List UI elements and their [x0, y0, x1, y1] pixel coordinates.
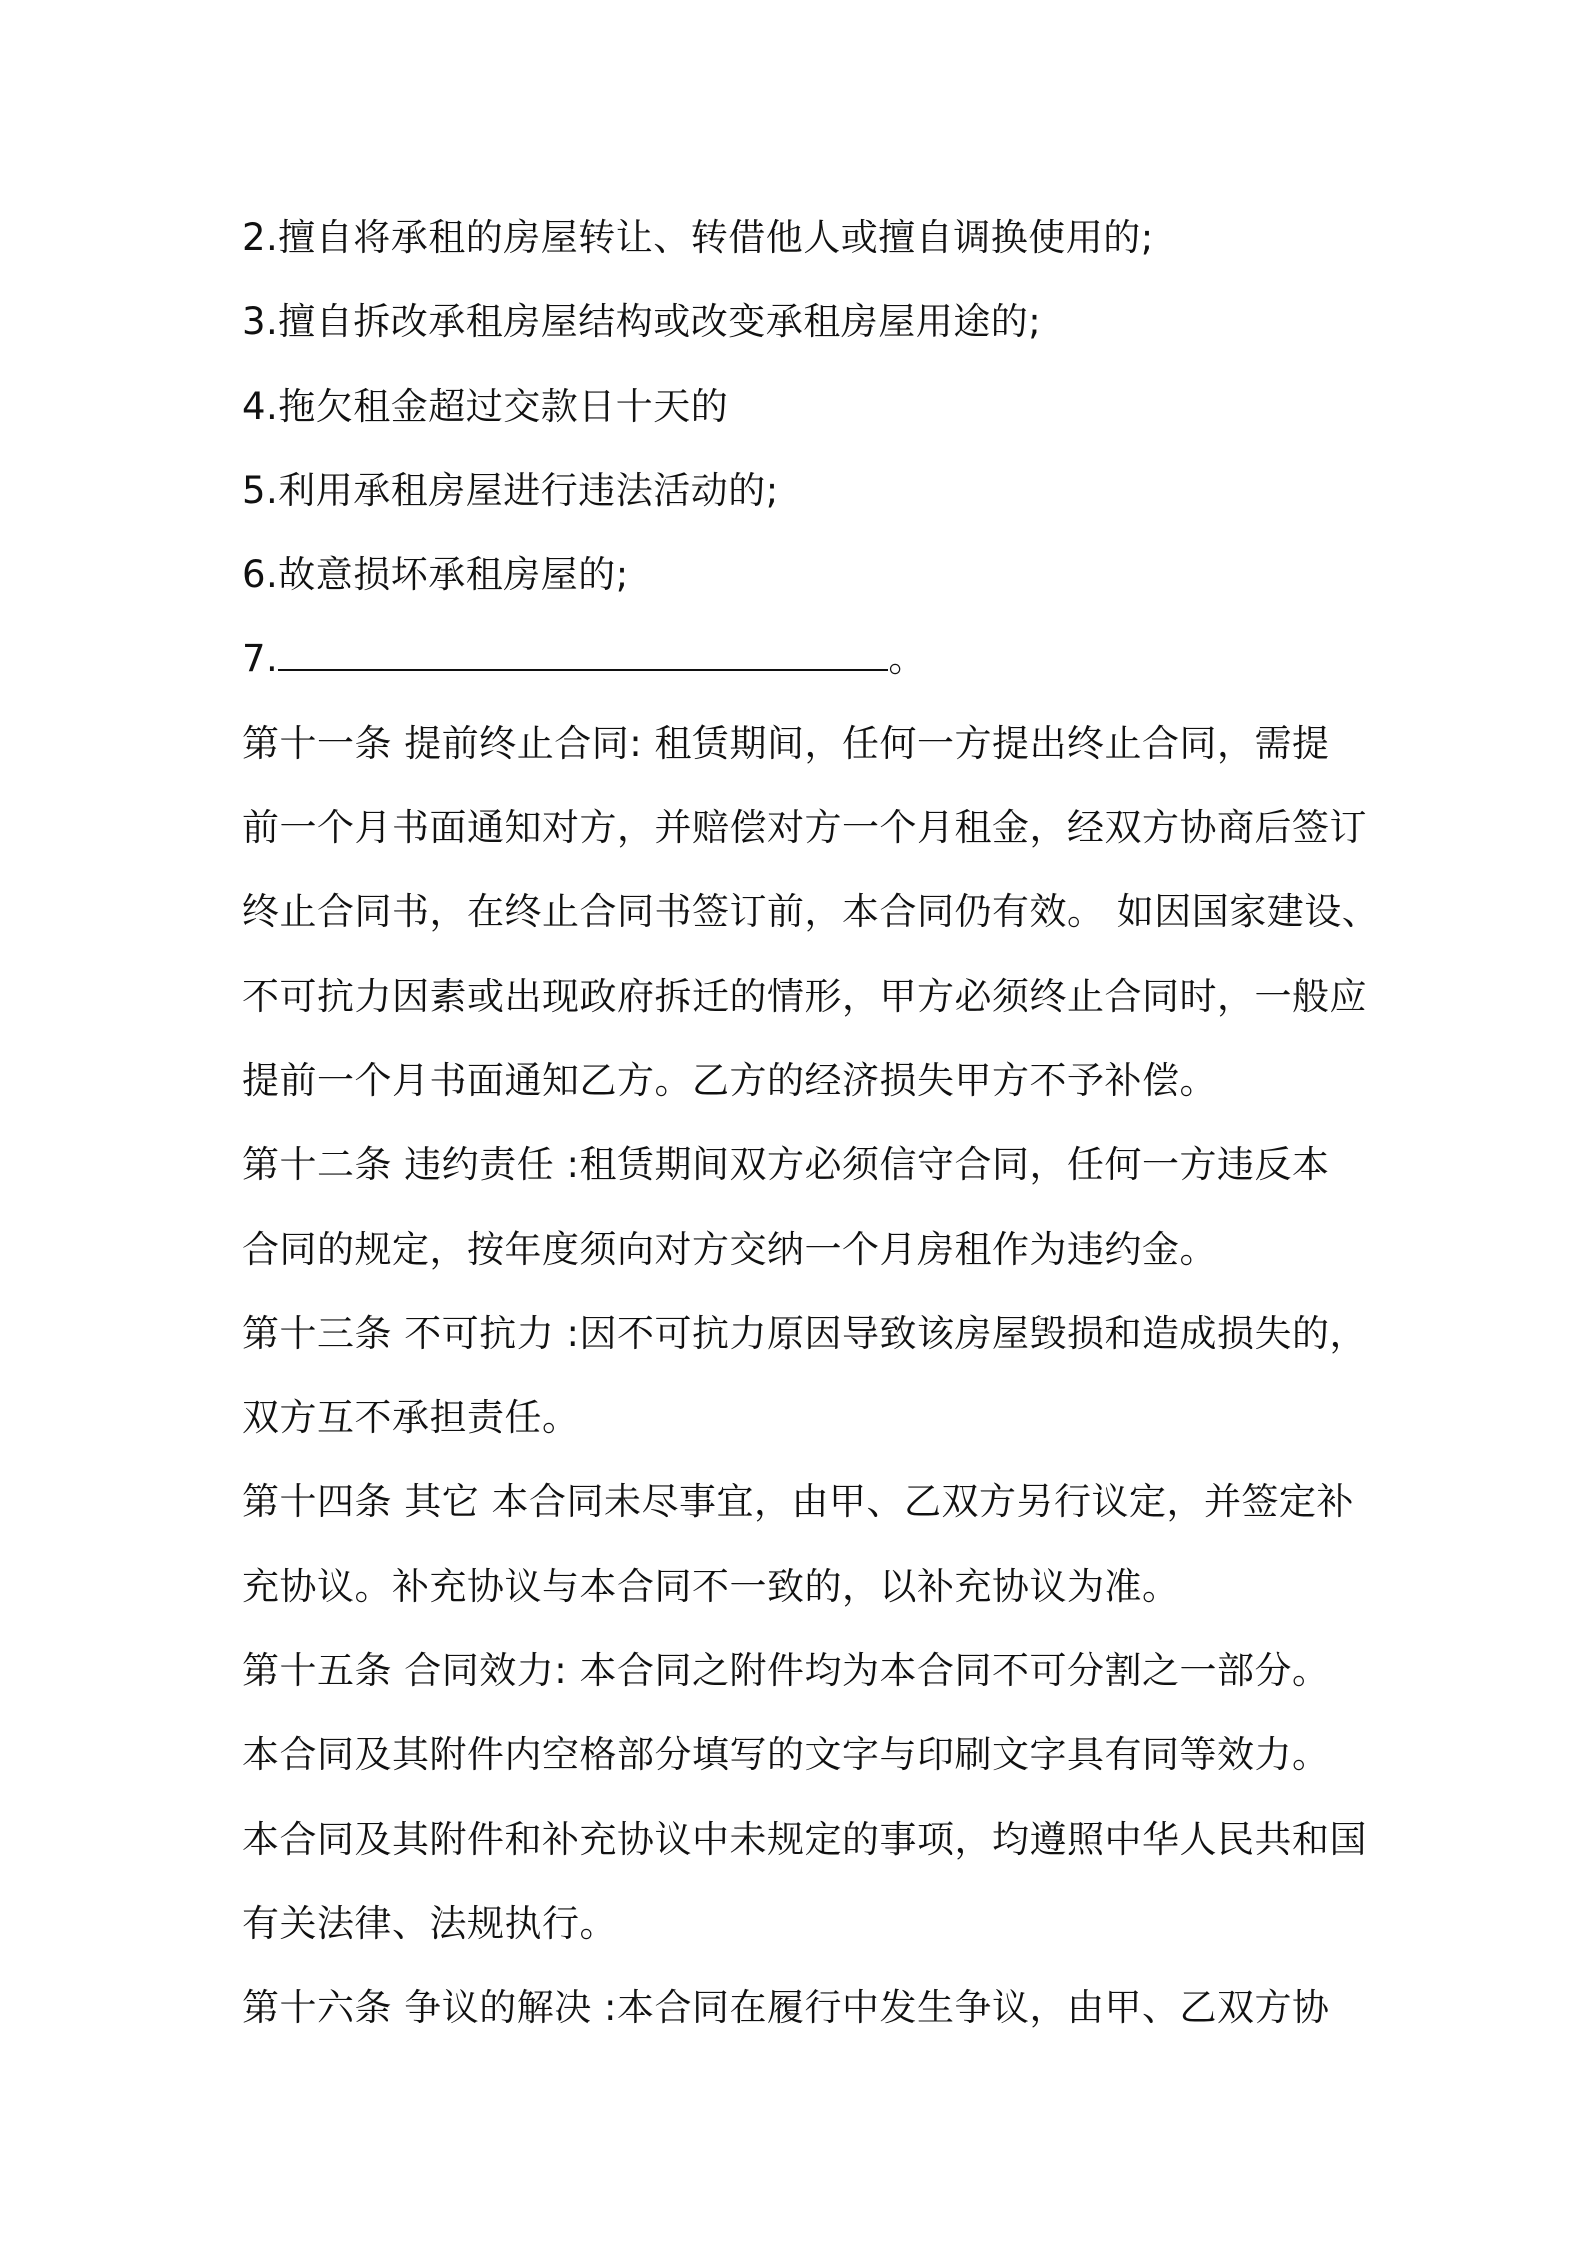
article-11-line-3: 终止合同书，在终止合同书签订前，本合同仍有效。 如因国家建设、: [242, 890, 1380, 934]
article-15-line-2: 本合同及其附件内空格部分填写的文字与印刷文字具有同等效力。: [242, 1733, 1330, 1777]
article-12-line-2: 合同的规定，按年度须向对方交纳一个月房租作为违约金。: [242, 1227, 1217, 1271]
article-13-line-2: 双方互不承担责任。: [242, 1396, 580, 1440]
article-16-line-1: 第十六条 争议的解决 :本合同在履行中发生争议，由甲、乙双方协: [242, 1986, 1330, 2030]
article-11-line-2: 前一个月书面通知对方，并赔偿对方一个月租金，经双方协商后签订: [242, 806, 1367, 850]
clause-line-3: 4.拖欠租金超过交款日十天的: [242, 384, 729, 428]
clause-line-blank-item: [242, 617, 1362, 701]
article-15-line-4: 有关法律、法规执行。: [242, 1901, 617, 1945]
article-11-line-1: 第十一条 提前终止合同: 租赁期间，任何一方提出终止合同，需提: [242, 721, 1330, 765]
article-13-line-1: 第十三条 不可抗力 :因不可抗力原因导致该房屋毁损和造成损失的，: [242, 1311, 1367, 1355]
article-15-line-3: 本合同及其附件和补充协议中未规定的事项，均遵照中华人民共和国: [242, 1817, 1367, 1861]
contract-text: [242, 196, 1380, 2051]
blank-item-prefix: 7.: [242, 637, 279, 681]
article-12-line-1: 第十二条 违约责任 :租赁期间双方必须信守合同，任何一方违反本: [242, 1143, 1330, 1187]
clause-line-5: 6.故意损坏承租房屋的;: [242, 553, 629, 597]
article-14-line-1: 第十四条 其它 本合同未尽事宜，由甲、乙双方另行议定，并签定补: [242, 1480, 1355, 1524]
blank-item-suffix: 。: [888, 637, 926, 681]
fill-in-blank: [278, 635, 888, 671]
clause-line-1: 2.擅自将承租的房屋转让、转借他人或擅自调换使用的;: [242, 216, 1154, 259]
article-15-line-1: 第十五条 合同效力: 本合同之附件均为本合同不可分割之一部分。: [242, 1649, 1330, 1693]
article-11-line-5: 提前一个月书面通知乙方。乙方的经济损失甲方不予补偿。: [242, 1058, 1217, 1102]
article-14-line-2: 充协议。补充协议与本合同不一致的，以补充协议为准。: [242, 1564, 1180, 1608]
article-11-line-4: 不可抗力因素或出现政府拆迁的情形，甲方必须终止合同时，一般应: [242, 974, 1367, 1018]
clause-line-2: 3.擅自拆改承租房屋结构或改变承租房屋用途的;: [242, 300, 1042, 344]
clause-line-4: 5.利用承租房屋进行违法活动的;: [242, 468, 779, 512]
